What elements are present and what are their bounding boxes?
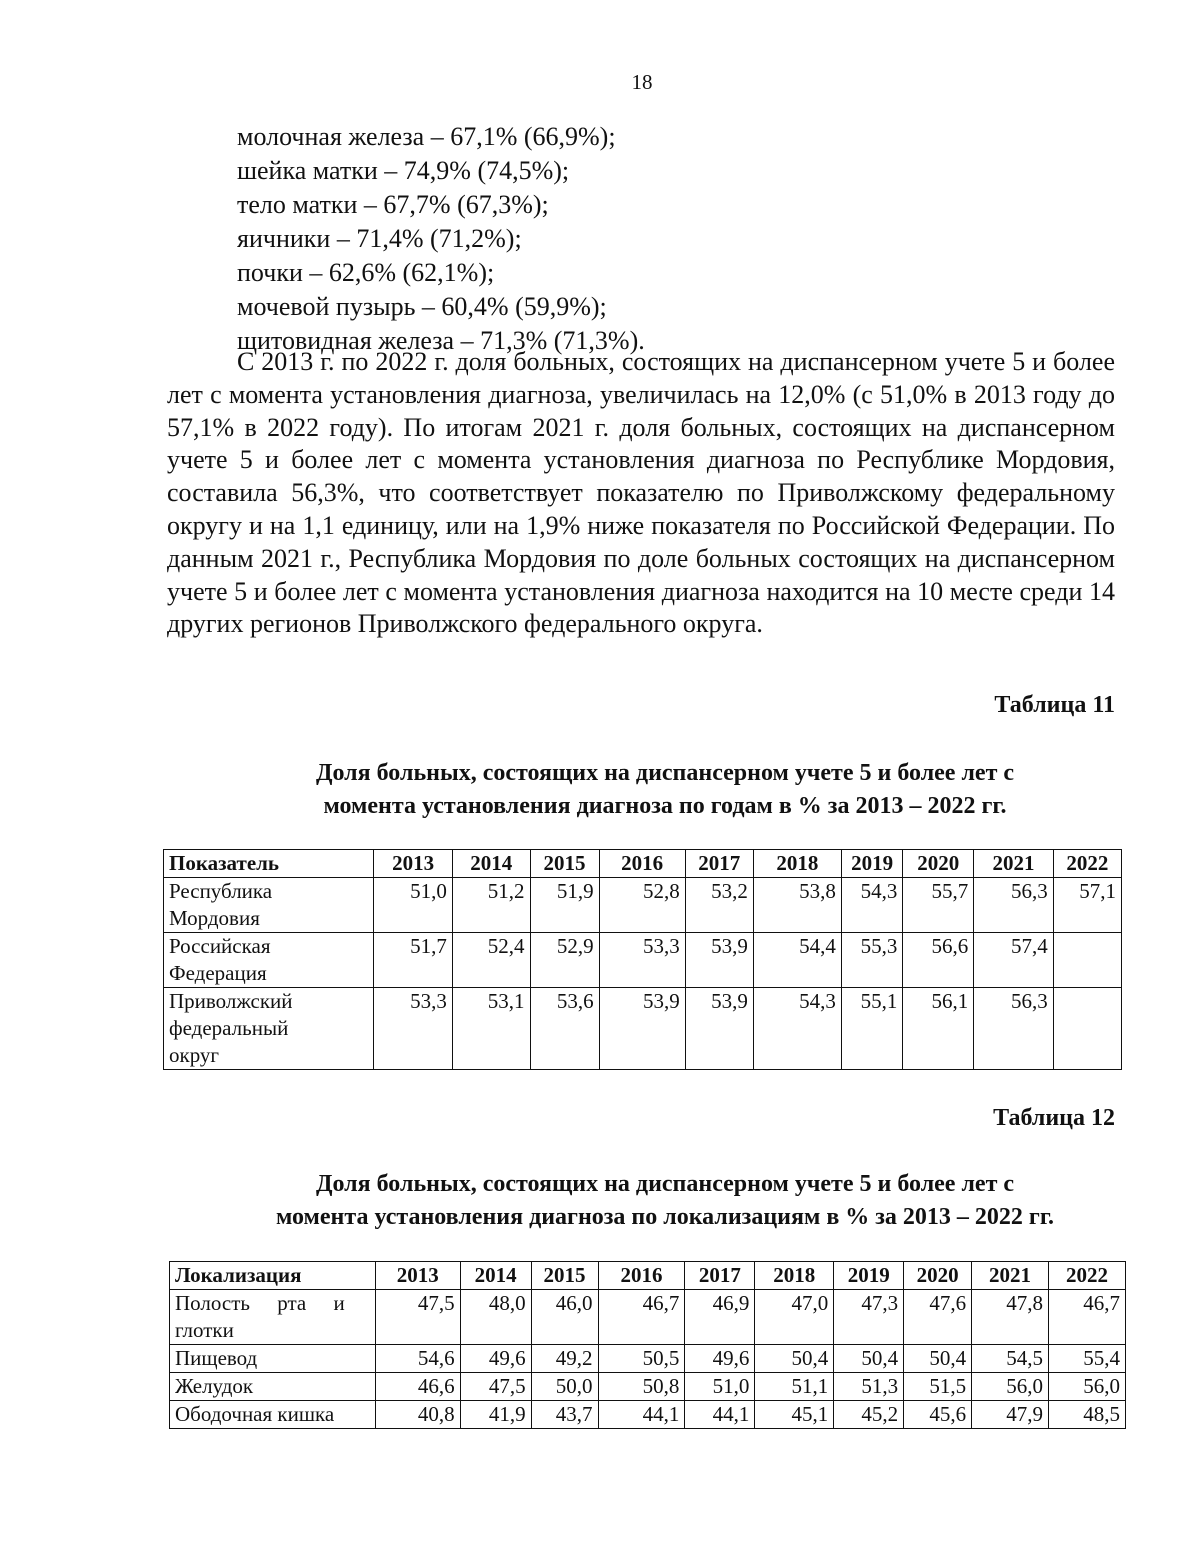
header-cell: 2013 [375, 1262, 460, 1290]
table-cell: 45,6 [904, 1401, 972, 1429]
table-cell: 57,4 [974, 933, 1053, 988]
table-cell: 47,5 [375, 1290, 460, 1345]
table-cell: 50,4 [755, 1345, 834, 1373]
row-label: Республика Мордовия [164, 878, 374, 933]
header-cell: 2020 [904, 1262, 972, 1290]
table-cell: 53,9 [685, 988, 753, 1070]
header-cell: 2020 [903, 850, 974, 878]
header-cell: 2014 [452, 850, 530, 878]
header-cell: Локализация [170, 1262, 376, 1290]
table-cell: 46,0 [531, 1290, 598, 1345]
row-label: Полость рта и глотки [170, 1290, 376, 1345]
header-cell: 2016 [599, 850, 685, 878]
table-row [164, 878, 1122, 933]
table-cell: 49,6 [685, 1345, 755, 1373]
table-11-title-line: момента установления диагноза по годам в % за 2013 – 2022 гг. [323, 793, 1007, 819]
table-cell: 45,1 [755, 1401, 834, 1429]
table-row [170, 1401, 1126, 1429]
table-cell: 54,6 [375, 1345, 460, 1373]
table-cell [1053, 988, 1121, 1070]
table-cell: 54,4 [753, 933, 841, 988]
table-cell: 57,1 [1053, 878, 1121, 933]
table-cell: 56,0 [1049, 1373, 1126, 1401]
header-cell: 2014 [460, 1262, 531, 1290]
table-11-title-line: Доля больных, состоящих на диспансерном учете 5 и более лет с [315, 760, 1015, 786]
table-cell: 46,9 [685, 1290, 755, 1345]
header-cell: 2021 [972, 1262, 1049, 1290]
table-cell: 46,7 [598, 1290, 685, 1345]
table-cell: 40,8 [375, 1401, 460, 1429]
table-cell: 49,6 [460, 1345, 531, 1373]
table-cell: 55,7 [903, 878, 974, 933]
header-cell: 2013 [374, 850, 453, 878]
table-cell: 47,9 [972, 1401, 1049, 1429]
table-cell: 54,3 [841, 878, 903, 933]
table-cell: 51,3 [834, 1373, 904, 1401]
table-cell: 51,1 [755, 1373, 834, 1401]
table-cell: 47,5 [460, 1373, 531, 1401]
table-cell: 54,3 [753, 988, 841, 1070]
table-row [164, 933, 1122, 988]
list-item: молочная железа – 67,1% (66,9%); [237, 122, 616, 151]
header-cell: 2017 [685, 850, 753, 878]
list-item: щитовидная железа – 71,3% (71,3%). [237, 326, 645, 355]
header-cell: 2022 [1053, 850, 1121, 878]
table-cell: 47,6 [904, 1290, 972, 1345]
row-label: Пищевод [170, 1345, 376, 1373]
table-12 [169, 1261, 1126, 1429]
table-cell: 51,0 [374, 878, 453, 933]
table-cell: 51,9 [530, 878, 599, 933]
table-cell: 56,3 [974, 878, 1053, 933]
row-label: Ободочная кишка [170, 1401, 376, 1429]
list-item: яичники – 71,4% (71,2%); [237, 224, 522, 253]
table-cell: 47,3 [834, 1290, 904, 1345]
header-cell: 2015 [531, 1262, 598, 1290]
table-cell: 53,1 [452, 988, 530, 1070]
table-row [164, 988, 1122, 1070]
table-cell: 51,7 [374, 933, 453, 988]
table-cell: 48,5 [1049, 1401, 1126, 1429]
table-cell: 55,4 [1049, 1345, 1126, 1373]
header-cell: 2017 [685, 1262, 755, 1290]
table-cell: 41,9 [460, 1401, 531, 1429]
header-cell: 2021 [974, 850, 1053, 878]
list-item: шейка матки – 74,9% (74,5%); [237, 156, 570, 185]
table-cell: 53,6 [530, 988, 599, 1070]
table-cell: 50,4 [904, 1345, 972, 1373]
table-cell: 46,6 [375, 1373, 460, 1401]
header-cell: 2019 [841, 850, 903, 878]
table-cell: 50,5 [598, 1345, 685, 1373]
row-label: Приволжский федеральный округ [164, 988, 374, 1070]
table-cell: 52,9 [530, 933, 599, 988]
row-label: Российская Федерация [164, 933, 374, 988]
table-header-row [170, 1262, 1126, 1290]
table-cell: 44,1 [598, 1401, 685, 1429]
table-cell: 56,6 [903, 933, 974, 988]
table-cell: 51,0 [685, 1373, 755, 1401]
table-row [170, 1373, 1126, 1401]
list-item: мочевой пузырь – 60,4% (59,9%); [237, 292, 607, 321]
header-cell: 2022 [1049, 1262, 1126, 1290]
list-item: тело матки – 67,7% (67,3%); [237, 190, 549, 219]
table-cell: 43,7 [531, 1401, 598, 1429]
table-cell: 49,2 [531, 1345, 598, 1373]
table-cell: 53,3 [599, 933, 685, 988]
page-number: 18 [631, 70, 653, 94]
table-header-row [164, 850, 1122, 878]
table-11-title [165, 757, 1165, 823]
table-cell: 53,9 [599, 988, 685, 1070]
table-11-label: Таблица 11 [994, 692, 1115, 718]
table-cell: 53,9 [685, 933, 753, 988]
header-cell: 2016 [598, 1262, 685, 1290]
table-cell: 51,5 [904, 1373, 972, 1401]
header-cell: 2015 [530, 850, 599, 878]
header-cell: 2019 [834, 1262, 904, 1290]
organ-percent-list [237, 120, 645, 358]
table-cell: 52,4 [452, 933, 530, 988]
table-12-title [165, 1168, 1165, 1234]
table-cell: 50,0 [531, 1373, 598, 1401]
row-label: Желудок [170, 1373, 376, 1401]
table-cell: 53,8 [753, 878, 841, 933]
table-cell [1053, 933, 1121, 988]
list-item: почки – 62,6% (62,1%); [237, 258, 495, 287]
table-cell: 55,3 [841, 933, 903, 988]
table-row [170, 1345, 1126, 1373]
table-row [170, 1290, 1126, 1345]
table-cell: 53,2 [685, 878, 753, 933]
table-cell: 47,8 [972, 1290, 1049, 1345]
table-12-title-line: момента установления диагноза по локализациям в % за 2013 – 2022 гг. [275, 1204, 1055, 1230]
body-paragraph: С 2013 г. по 2022 г. доля больных, состоящих на диспансерном учете 5 и более лет с момента установления диагноза, увеличилась на 12,0% (с 51,0% в 2013 году до 57,1% в 2022 году). По итогам 2021 г. доля больных, состоящих на диспансерном учете 5 и более лет с момента установления диагноза по Республике Мордовия, составила 56,3%, что соответствует показателю по Приволжскому федеральному округу и на 1,1 единицу, или на 1,9% ниже показателя по Российской Федерации. По данным 2021 г., Республика Мордовия по доле больных состоящих на диспансерном учете 5 и более лет с момента установления диагноза находится на 10 месте среди 14 других регионов Приволжского федерального округа. [167, 347, 1115, 639]
table-cell: 54,5 [972, 1345, 1049, 1373]
table-cell: 51,2 [452, 878, 530, 933]
table-12-label: Таблица 12 [993, 1105, 1115, 1131]
header-cell: 2018 [755, 1262, 834, 1290]
table-cell: 50,4 [834, 1345, 904, 1373]
table-cell: 50,8 [598, 1373, 685, 1401]
table-cell: 48,0 [460, 1290, 531, 1345]
table-cell: 56,0 [972, 1373, 1049, 1401]
header-cell: Показатель [164, 850, 374, 878]
table-cell: 45,2 [834, 1401, 904, 1429]
table-12-title-line: Доля больных, состоящих на диспансерном учете 5 и более лет с [315, 1171, 1015, 1197]
table-cell: 56,3 [974, 988, 1053, 1070]
table-cell: 52,8 [599, 878, 685, 933]
table-cell: 56,1 [903, 988, 974, 1070]
header-cell: 2018 [753, 850, 841, 878]
table-cell: 46,7 [1049, 1290, 1126, 1345]
table-cell: 55,1 [841, 988, 903, 1070]
table-cell: 53,3 [374, 988, 453, 1070]
table-cell: 44,1 [685, 1401, 755, 1429]
table-cell: 47,0 [755, 1290, 834, 1345]
table-11 [163, 849, 1122, 1070]
